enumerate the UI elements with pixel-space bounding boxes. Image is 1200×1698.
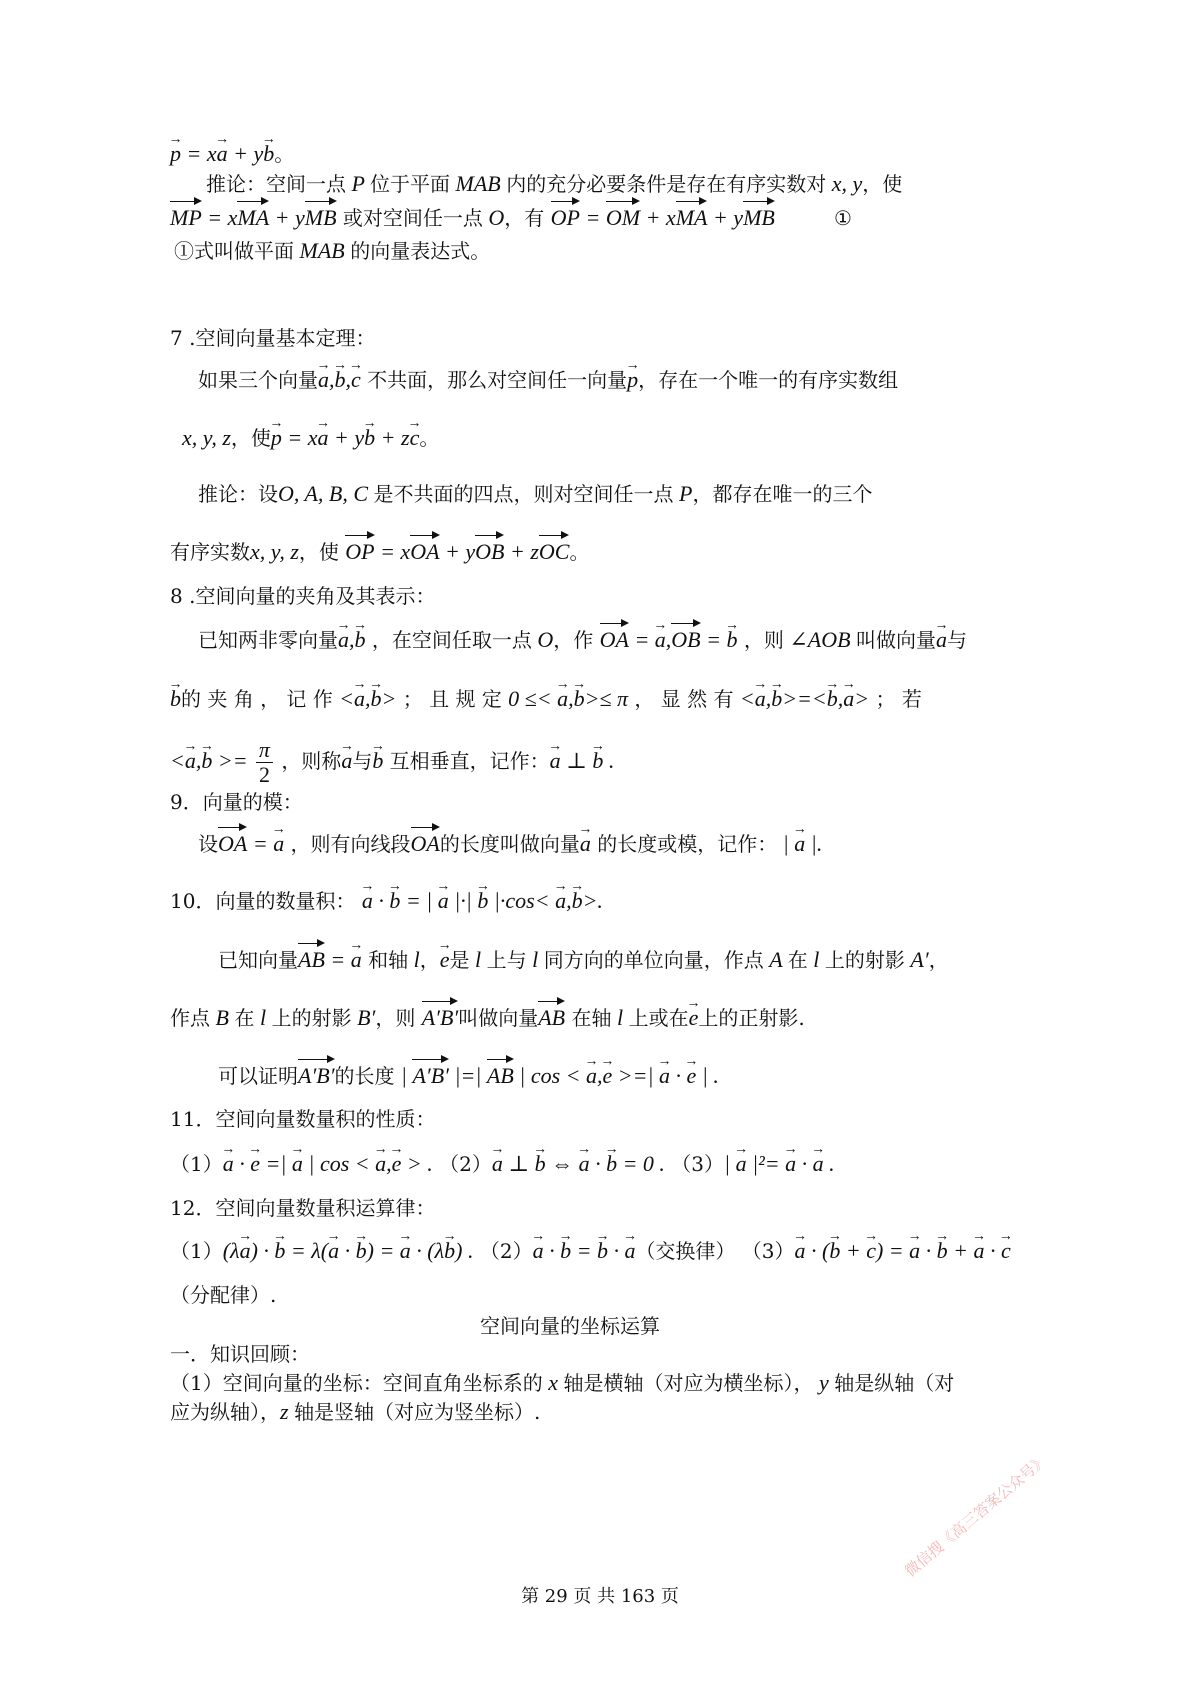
- line-4: ①式叫做平面 MAB 的向量表达式。: [174, 238, 491, 263]
- line-2: 推论：空间一点 P 位于平面 MAB 内的充分必要条件是存在有序实数对 x, y，使: [206, 171, 903, 196]
- page-footer: 第 29 页 共 163 页: [521, 1586, 679, 1607]
- line-20: 一．知识回顾：: [170, 1342, 310, 1366]
- line-3: MP = xMA + yMB 或对空间任一点 O，有 OP = OM + xMA + yMB: [170, 203, 775, 233]
- line-13: 已知向量AB = → a 和轴 l，→ e是 l 上与 l 同方向的单位向量，作点 A 在 l 上的射影 A′，: [218, 945, 949, 975]
- line-12: 设OA = → a ，则有向线段OA的长度叫做向量→ a 的长度或模，记作： | → a |.: [198, 829, 822, 859]
- section-11-title: 11．空间向量数量积的性质：: [170, 1107, 436, 1131]
- line-14: 作点 B 在 l 上的射影 B′，则 A′B′叫做向量AB 在轴 l 上或在→ e上的正射影.: [170, 1003, 805, 1033]
- watermark: 微信搜《高三答案公众号》: [901, 1450, 1051, 1581]
- fraction-pi-over-2: $\frac{\pi}{2}$: [256, 738, 273, 787]
- line-6: x, y, z，使→ p = x→ a + y→ b + z→ c。: [182, 423, 439, 453]
- section-10-title: 10．向量的数量积： → a · → b = | → a |·| → b |·cos< → a,→ b>.: [170, 886, 603, 916]
- line-5: 如果三个向量→ a,→ b,→ c 不共面，那么对空间任一向量→ p，存在一个唯一的有序实数组: [198, 365, 898, 395]
- section-7-title: 7 .空间向量基本定理：: [170, 326, 376, 350]
- line-10: → b的 夹 角 ， 记 作 <→ a,→ b> ； 且 规 定 0 ≤< → a,→ b>≤ π ， 显 然 有 <→ a,→ b>=<→ b,→ a> ； 若: [170, 684, 922, 714]
- line-19: （分配律）.: [170, 1283, 277, 1307]
- section-heading: 空间向量的坐标运算: [480, 1314, 660, 1338]
- line-15: 可以证明A′B′的长度 | A′B′ |=| AB | cos < → a,→ e >=| → a · → e | .: [218, 1061, 719, 1091]
- section-9-title: 9．向量的模：: [170, 790, 303, 814]
- section-8-title: 8 .空间向量的夹角及其表示：: [170, 584, 436, 608]
- line-18: （1）(λ→ a) · → b = λ(→ a · → b) = → a · (λ→ b) . （2）→ a · → b = → b · → a（交换律） （3）→ a · (→ b + → c) = → a · → b + → a · → c: [170, 1236, 1011, 1266]
- line-8: 有序实数x, y, z，使 OP = xOA + yOB + zOC。: [170, 537, 589, 567]
- line-16: （1）→ a · → e =| → a | cos < → a,→ e > . （2）→ a ⊥ → b ⇔ → a · → b = 0 . （3）| → a |²= → a · → a .: [170, 1149, 835, 1179]
- line-21: （1）空间向量的坐标：空间直角坐标系的 x 轴是横轴（对应为横坐标）， y 轴是纵轴（对: [170, 1370, 955, 1395]
- equation-marker-1: ①: [834, 206, 852, 230]
- line-11: <→ a,→ b >= $\frac{\pi}{2}$ ，则称→ a与→ b 互相垂直，记作：→ a ⊥ → b .: [170, 738, 614, 787]
- line-7: 推论：设O, A, B, C 是不共面的四点，则对空间任一点 P，都存在唯一的三个: [198, 481, 873, 506]
- line-9: 已知两非零向量→ a,→ b ，在空间任取一点 O，作 OA = → a,OB = → b ，则 ∠AOB 叫做向量→ a与: [198, 625, 967, 655]
- line-1: → p = x→ a + y→ b。: [170, 139, 294, 169]
- line-22: 应为纵轴），z 轴是竖轴（对应为竖坐标）.: [170, 1399, 541, 1424]
- section-12-title: 12．空间向量数量积运算律：: [170, 1196, 436, 1220]
